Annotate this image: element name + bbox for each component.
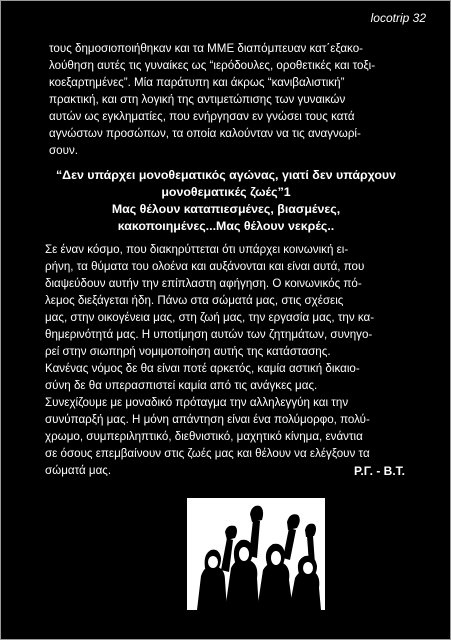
signature: Ρ.Γ. - Β.Τ. (353, 464, 405, 478)
body-paragraph-2: Σε έναν κόσμο, που διακηρύττεται ότι υπάρχει κοινωνική ει- ρήνη, τα θύματα του ολοένα και αυξάνονται και είναι αυτά, που διαψεύδουν αυτήν την επίπλαστη αφήγηση. Ο κοινωνικός πό- λεμος διεξάγεται ήδη. Πάνω στα σώματά μας, στις σχέσεις μας, στην οικογένεια μας, στη ζωή μας, την εργασία μας, την κα- θημερινότητά μας. Η υποτίμηση αυτών των ζητημάτων, συνηγο- ρεί στην σιωπηρή νομιμοποίηση αυτής της κατάστασης. Κανένας νόμος δε θα είναι ποτέ αρκετός, καμία αστική δικαιο- σύνη δε θα υπερασπιστεί καμία από τις ανάγκες μας. Συνεχίζουμε με μοναδικό πρόταγμα την αλληλεγγύη και την συνύπαρξή μας. Η μόνη απάντηση είναι ένα πολύμορφο, πολύ- χρωμο, συμπεριληπτικό, διεθνιστικό, μαχητικό κίνημα, ενάντια σε όσους επεμβαίνουν στις ζωές μας και θέλουν να ελέγξουν τα σώματά μας. (45, 243, 375, 477)
quote-block: “Δεν υπάρχει μονοθεματικός αγώνας, γιατί δεν υπάρχουν μονοθεματικές ζωές”1 Μας θέλουν καταπιεσμένες, βιασμένες, κακοποιημένες...Μας θέλουν νεκρές.. (55, 168, 397, 233)
body-paragraph-1: τους δημοσιοποιήθηκαν και τα ΜΜΕ διαπόμπευαν κατ΄εξακο- λούθηση αυτές τις γυναίκες ως “ιερόδουλες, οροθετικές και τοξι- κοεξαρτημένες”. Μία παράτυπη και άκρως “κανιβαλιστική” πρακτική, και στη λογική της αντιμετώπισης των γυναικών αυτών ως εγκληματίες, που ενήργησαν εν γνώσει τους κατά αγνώστων προσώπων, τα οποία καλούνταν να τις αναγνωρί- σουν. (49, 42, 376, 157)
raised-fists-women-icon (187, 498, 325, 610)
page-header-label: locotrip 32 (370, 11, 426, 25)
